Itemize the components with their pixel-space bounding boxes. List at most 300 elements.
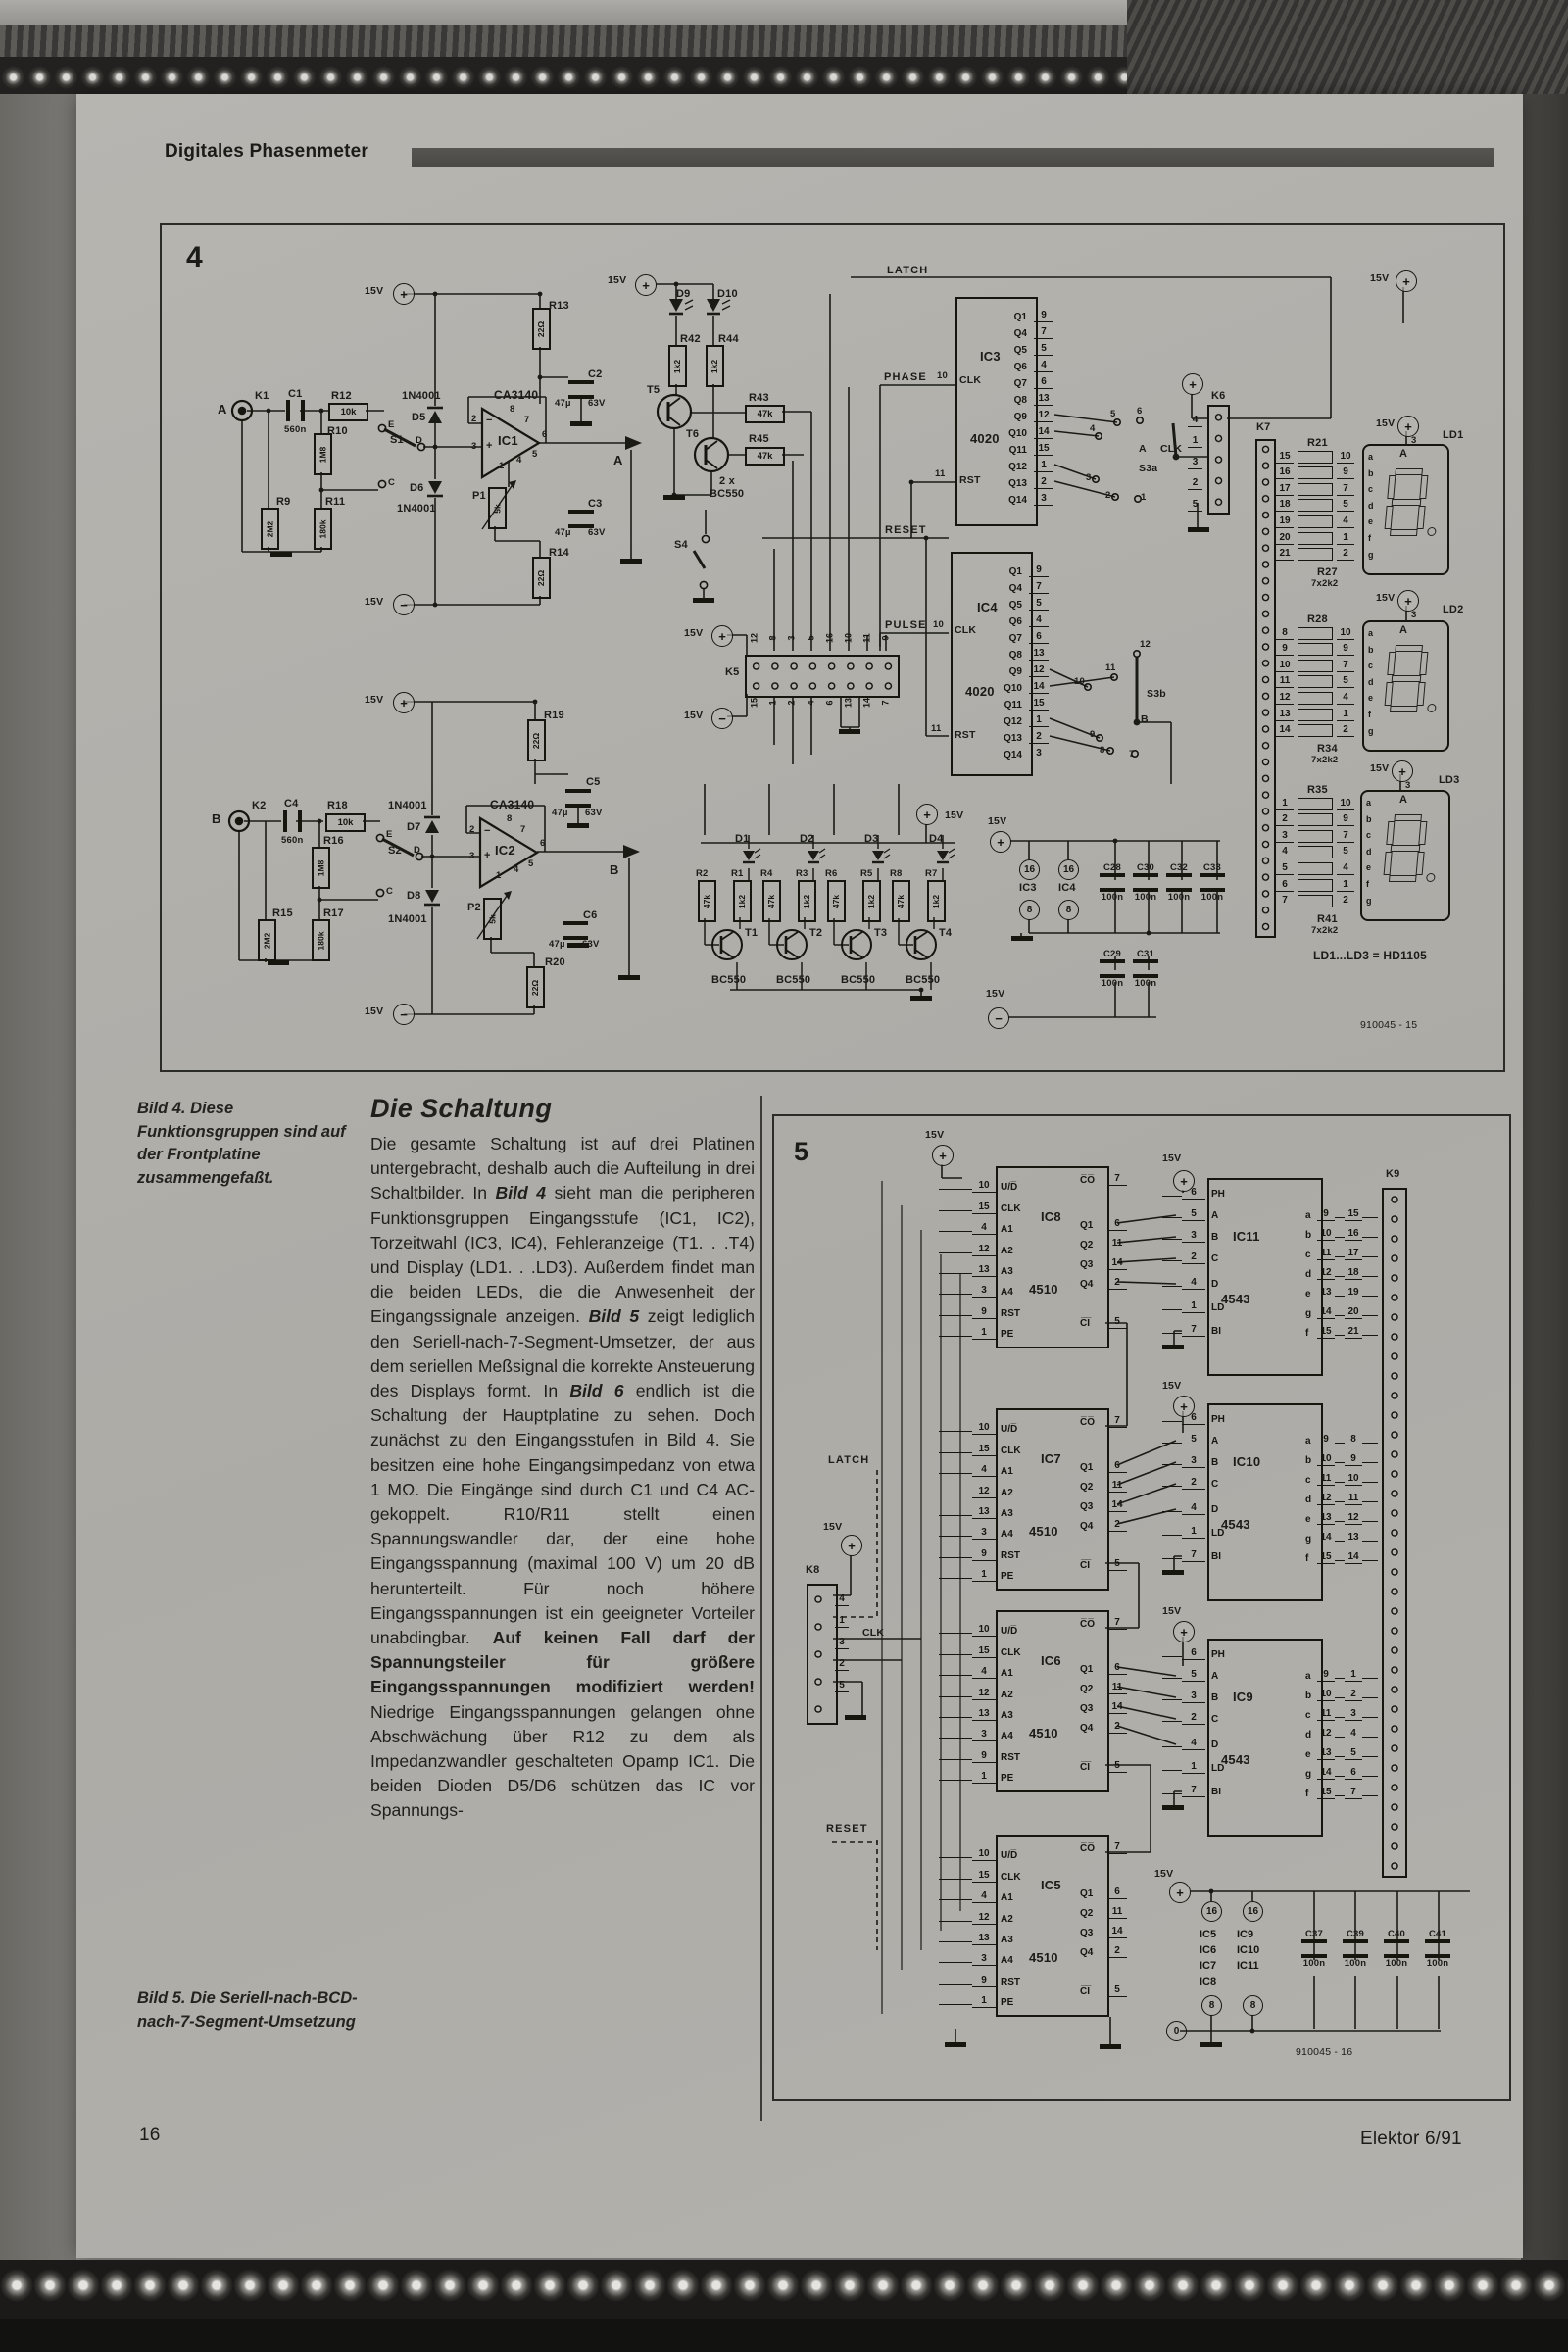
ic9-left-pins <box>1182 1642 1260 1809</box>
s3b-pos10: 10 <box>1074 676 1085 687</box>
article-segment: Die gesamte Schaltung ist auf drei Platinen untergebracht, deshalb auch die Aufteilung in drei Schaltbilder. In <box>370 1134 755 1203</box>
plus-supply-icon <box>916 804 938 825</box>
pin-name: A4 <box>1001 1529 1013 1541</box>
pin-name: Q3 <box>1080 1928 1094 1938</box>
wire-stub <box>1335 1696 1345 1698</box>
wire-stub <box>1335 1716 1345 1718</box>
p1-label: P1 <box>472 490 486 502</box>
r41-label: R41 <box>1317 913 1338 925</box>
pin-row <box>1080 1985 1127 1997</box>
k9-pin: 10 <box>1345 1474 1362 1486</box>
pin-number: 2 <box>1107 1722 1127 1734</box>
r20-label: R20 <box>545 956 565 968</box>
pin-name: D <box>1211 1279 1219 1290</box>
output-row <box>1305 1780 1378 1799</box>
q-pin: 6 <box>1034 377 1054 389</box>
r14-resistor <box>532 557 551 599</box>
s3a-pos5: 5 <box>1110 409 1116 419</box>
supply-15v: 15V <box>1154 1868 1174 1880</box>
display-pin: 1 <box>1337 533 1354 545</box>
wire-stub <box>1362 1461 1378 1463</box>
q-name: Q14 <box>1008 495 1027 506</box>
pin-name: A3 <box>1001 1934 1013 1945</box>
wire-stub <box>1362 1314 1378 1316</box>
pin-number: 3 <box>972 1954 996 1966</box>
q-pin: 3 <box>1034 494 1054 506</box>
pin-name: C̅O̅ <box>1080 1175 1095 1186</box>
ic3-vdd-pin <box>1019 859 1040 880</box>
page-number: 16 <box>139 2125 161 2145</box>
resistor-icon <box>1298 798 1333 810</box>
k7-pin: 19 <box>1276 516 1294 528</box>
cap-label: C37 <box>1304 1929 1324 1939</box>
ic1-plus: + <box>486 440 493 452</box>
q-pin: 6 <box>1029 632 1049 644</box>
k8-pin-row <box>835 1606 849 1628</box>
ic3-clk: CLK <box>959 374 982 386</box>
pin-number: 1 <box>1188 436 1202 448</box>
supply-15v: 15V <box>1162 1380 1182 1392</box>
ic-output-row <box>991 744 1049 760</box>
resistor-icon <box>1298 879 1333 892</box>
cap-unit <box>1133 862 1158 903</box>
k9-pin: 2 <box>1345 1690 1362 1701</box>
pin-name: U/D̅ <box>1001 1626 1018 1638</box>
r45-resistor <box>745 447 785 466</box>
r42-label: R42 <box>680 333 701 345</box>
p2-pot <box>483 898 502 940</box>
pin-name: PH <box>1211 1649 1225 1660</box>
latch-signal: LATCH <box>828 1454 870 1466</box>
pin-name: Q2 <box>1080 1240 1094 1250</box>
ic2-type: CA3140 <box>490 798 535 811</box>
c4-capacitor <box>283 810 302 832</box>
ic3-power-label: IC3 <box>1019 882 1037 894</box>
cap-icon <box>1425 1939 1450 1958</box>
k9-pin: 18 <box>1345 1268 1362 1280</box>
s1-contact-e: E <box>388 419 395 430</box>
pin-name: PE <box>1001 1773 1014 1785</box>
pin-name: C̅I̅ <box>1080 1762 1090 1773</box>
s2-contact-d: D <box>414 845 421 856</box>
output-row <box>1305 1201 1378 1221</box>
plus-supply-icon <box>1396 270 1417 292</box>
pin-name: Q3 <box>1080 1259 1094 1270</box>
ground-icon <box>1162 1805 1184 1810</box>
pin-row <box>1182 1231 1218 1243</box>
pin-name: CLK <box>1001 1871 1021 1883</box>
r43-value: 47k <box>757 409 773 419</box>
pin-number: 6 <box>1182 1413 1205 1425</box>
ic-output-row <box>996 339 1054 356</box>
pin-number: 12 <box>1317 1729 1335 1740</box>
pin-row <box>972 1414 1021 1435</box>
segment-letter: d <box>1368 500 1374 511</box>
output-row <box>1305 1505 1378 1525</box>
segment-letter: e <box>1305 1749 1311 1760</box>
ic5-left-pins <box>972 1840 1021 2008</box>
pin-number: 9 <box>1317 1670 1335 1682</box>
ic8-left-pins <box>972 1172 1021 1340</box>
wire-stub <box>1362 1216 1378 1218</box>
k9-pin: 6 <box>1345 1768 1362 1780</box>
pin-number: 4 <box>1182 1739 1205 1750</box>
plus-sign: + <box>1402 273 1410 289</box>
wire-stub <box>1335 1540 1345 1542</box>
s3b-pos7: 7 <box>1129 749 1135 760</box>
display-note: LD1...LD3 = HD1105 <box>1313 949 1427 962</box>
c4-label: C4 <box>284 798 299 809</box>
pin-number: 7 <box>1107 1416 1127 1428</box>
k9-pin: 12 <box>1345 1513 1362 1525</box>
pin-name: Q2 <box>1080 1684 1094 1694</box>
c2-voltage: 63V <box>588 398 606 409</box>
c5-label: C5 <box>586 776 601 788</box>
cap-label: C31 <box>1136 949 1155 959</box>
output-row <box>1305 1525 1378 1544</box>
pin-number: 9 <box>972 1549 996 1561</box>
pin-number: 14 <box>1107 1702 1127 1714</box>
cap-label: C29 <box>1102 949 1122 959</box>
latch-signal: LATCH <box>887 265 929 276</box>
r15-value: 2M2 <box>262 932 272 949</box>
k9-pin: 15 <box>1345 1209 1362 1221</box>
article-segment: Auf keinen Fall darf der Spannungsteiler für größere Eingangsspannungen modifiziert werden! <box>370 1628 755 1697</box>
display-pin: 7 <box>1337 831 1354 843</box>
pin-name: BI <box>1211 1787 1221 1797</box>
pin-number: 5 <box>1182 1435 1205 1446</box>
pin-number: 6 <box>1182 1188 1205 1200</box>
q-name: Q9 <box>1008 666 1022 677</box>
s2-contact-e: E <box>386 829 393 840</box>
q-name: Q8 <box>1013 395 1027 406</box>
pin-number: 6 <box>1107 1461 1127 1473</box>
wire-stub <box>1362 1500 1378 1502</box>
segment-letter: a <box>1368 452 1374 462</box>
k7-pin: 13 <box>1276 710 1294 721</box>
wire-stub <box>1335 1314 1345 1316</box>
display-pin: 5 <box>1337 847 1354 858</box>
pin8: 8 <box>1026 905 1033 915</box>
s2-contact-c: C <box>386 886 394 897</box>
pin-number: 2 <box>835 1659 849 1671</box>
k7-pin: 1 <box>1276 799 1294 810</box>
ground-icon <box>567 823 589 828</box>
segment-letter: g <box>1368 549 1374 560</box>
ic2-pin1: 1 <box>496 870 502 881</box>
ic-output-row <box>991 727 1049 744</box>
resistor-icon <box>1298 813 1333 826</box>
zero-volt-pin <box>1166 2021 1187 2041</box>
pin-name: C <box>1211 1253 1219 1264</box>
minus-supply-icon <box>711 708 733 729</box>
d7-label: D7 <box>407 821 421 833</box>
s3a-pos3: 3 <box>1086 472 1092 483</box>
pin-number: 11 <box>1107 1907 1127 1919</box>
ic1-pin2: 2 <box>471 414 477 424</box>
display-row <box>1276 794 1354 810</box>
pin-row <box>1080 1481 1127 1493</box>
pin-number: 13 <box>1317 1288 1335 1299</box>
resistor-icon <box>1298 466 1333 479</box>
pin-number: 12 <box>972 1487 996 1498</box>
pin-name: A <box>1211 1671 1219 1682</box>
display-row <box>1276 892 1354 908</box>
cap-value: 100n <box>1101 892 1124 903</box>
plus-sign: + <box>718 628 726 644</box>
minus-sign: − <box>995 1010 1003 1026</box>
wire-stub <box>1335 1775 1345 1777</box>
q-pin: 14 <box>1029 682 1049 694</box>
pin-number: 2 <box>1182 1478 1205 1490</box>
pin-row <box>1182 1503 1218 1515</box>
supply-15v: 15V <box>365 694 384 706</box>
pin-name: A <box>1211 1436 1219 1446</box>
display-row <box>1276 810 1354 827</box>
display-row <box>1276 640 1354 657</box>
ground-icon <box>845 1715 866 1720</box>
pin-row <box>1080 1317 1127 1329</box>
s3a-clk: CLK <box>1160 443 1183 455</box>
error-display-units <box>698 835 956 1000</box>
ic3-outputs <box>996 306 1054 506</box>
ic11-type: 4543 <box>1221 1292 1250 1306</box>
r43-resistor <box>745 405 785 423</box>
ic2-minus: − <box>484 825 491 837</box>
ic1-type: CA3140 <box>494 388 539 402</box>
display-row <box>1276 496 1354 513</box>
pin-row <box>972 1637 1021 1657</box>
pin-number: 14 <box>861 698 872 709</box>
pin-name: B <box>1211 1692 1219 1703</box>
r13-resistor <box>532 308 551 350</box>
wire-stub <box>1362 1295 1378 1297</box>
pin-number: 13 <box>1317 1513 1335 1525</box>
q-pin: 14 <box>1034 427 1054 439</box>
cap-unit <box>1299 1929 1329 1969</box>
ld2-seg-letters <box>1368 628 1374 742</box>
c5-voltage: 63V <box>585 808 603 818</box>
ic-ref: IC9 <box>1237 1929 1254 1940</box>
k6-pin-row <box>1176 406 1202 427</box>
pin-row <box>972 1840 1021 1861</box>
ic5-right-pins <box>1080 1840 1139 2007</box>
article-segment: Bild 4 <box>495 1183 547 1203</box>
pin-number: 4 <box>972 1891 996 1903</box>
q-name: Q6 <box>1008 616 1022 627</box>
pin-name: Q1 <box>1080 1664 1094 1675</box>
wire-stub <box>1335 1481 1345 1483</box>
plus-supply-icon <box>990 831 1011 853</box>
display-pin: 7 <box>1337 661 1354 672</box>
pin-name: D <box>1211 1504 1219 1515</box>
pin-number: 12 <box>749 633 760 644</box>
output-row <box>1305 1241 1378 1260</box>
display-row <box>1276 843 1354 859</box>
ld2-rows <box>1276 623 1354 737</box>
display-row <box>1276 623 1354 640</box>
ground-icon <box>620 559 642 564</box>
pin-number: 9 <box>972 1976 996 1987</box>
supply-15v: 15V <box>1162 1605 1182 1617</box>
cap-icon <box>1301 1939 1327 1958</box>
led-label: D2 <box>800 833 814 845</box>
ld1-display <box>1362 444 1449 575</box>
cap-value: 100n <box>1302 1958 1326 1969</box>
cap-label: C41 <box>1428 1929 1447 1939</box>
s3b-pos11: 11 <box>1105 662 1116 673</box>
plus-sign: + <box>400 286 408 302</box>
output-row <box>1305 1299 1378 1319</box>
wire-stub <box>1362 1716 1378 1718</box>
segment-letter: f <box>1368 532 1371 543</box>
segment-letter: d <box>1366 846 1372 857</box>
pin-row <box>1182 1188 1225 1200</box>
k7-pin: 16 <box>1276 467 1294 479</box>
display-row <box>1276 672 1354 689</box>
pin-number: 4 <box>1188 416 1202 427</box>
ic2-pin6: 6 <box>540 838 546 849</box>
pin-name: Q2 <box>1080 1482 1094 1493</box>
pin-number: 12 <box>1317 1494 1335 1505</box>
pin-row <box>972 1256 1021 1277</box>
segment-letter: g <box>1305 1534 1312 1544</box>
q-pin: 12 <box>1029 665 1049 677</box>
pin-number: 3 <box>835 1638 849 1649</box>
pin-number: 5 <box>1107 1317 1127 1329</box>
pin-name: A1 <box>1001 1892 1013 1904</box>
cap-value: 100n <box>1200 892 1224 903</box>
wire-stub <box>1362 1236 1378 1238</box>
rB-label: R7 <box>925 868 938 879</box>
output-b-label: B <box>610 862 619 877</box>
pin-row <box>972 1540 1021 1560</box>
pin-number: 1 <box>767 700 778 706</box>
display-pin: 9 <box>1337 814 1354 826</box>
resistor-icon <box>1298 862 1333 875</box>
d6-label: D6 <box>410 482 424 494</box>
minus-sign: − <box>718 710 726 726</box>
pin-row <box>972 1763 1021 1784</box>
wire-stub <box>1362 1442 1378 1444</box>
r19-label: R19 <box>544 710 564 721</box>
pin-row <box>1080 1416 1127 1428</box>
pin-name: CLK <box>1001 1646 1021 1658</box>
r13-label: R13 <box>549 300 569 312</box>
resistor-icon <box>1298 692 1333 705</box>
k6-pin-row <box>1176 490 1202 512</box>
r17-value: 180k <box>316 931 326 950</box>
r16-value: 1M8 <box>316 859 326 876</box>
pin-number: 2 <box>1107 1946 1127 1958</box>
s3a-channel: A <box>1139 443 1147 455</box>
resistor-icon <box>1298 830 1333 843</box>
pin-name: U/D̅ <box>1001 1850 1018 1862</box>
t6-label: T6 <box>686 428 700 440</box>
pin-row <box>1182 1252 1218 1264</box>
cap-value: 100n <box>1167 892 1191 903</box>
s3a-label: S3a <box>1139 463 1158 474</box>
pin-row <box>972 1435 1021 1455</box>
ground-icon <box>570 421 592 426</box>
article-heading: Die Schaltung <box>370 1094 553 1123</box>
pin-number: 3 <box>972 1286 996 1298</box>
pin-name: A1 <box>1001 1224 1013 1236</box>
plus-supply-icon <box>1397 590 1419 612</box>
k7-pin: 11 <box>1276 676 1294 688</box>
fig4-code: 910045 - 15 <box>1360 1019 1418 1031</box>
display-pin: 10 <box>1337 628 1354 640</box>
pin-name: PE <box>1001 1329 1014 1341</box>
r9-resistor <box>261 508 279 550</box>
ic1-pin3: 3 <box>471 441 477 452</box>
bc550-note2: BC550 <box>710 488 745 500</box>
pin-row <box>1182 1278 1218 1290</box>
pin-row <box>972 1658 1021 1679</box>
k8-clk-label: CLK <box>862 1627 885 1639</box>
pin-row <box>972 1193 1021 1213</box>
k9-pin: 5 <box>1345 1748 1362 1760</box>
k7-pin: 10 <box>1276 661 1294 672</box>
r10-resistor <box>314 433 332 475</box>
r27-label: R27 <box>1317 566 1338 578</box>
pin-number: 10 <box>972 1625 996 1637</box>
display-pin: 2 <box>1337 896 1354 907</box>
transistor-type: BC550 <box>906 974 941 986</box>
pin-number: 5 <box>1182 1209 1205 1221</box>
ground-icon <box>693 598 714 603</box>
segment-letter: f <box>1366 878 1369 889</box>
plus-sign: + <box>1180 1624 1188 1640</box>
pin-row <box>1182 1713 1218 1725</box>
p1-pot <box>488 487 507 529</box>
s3b-channel: B <box>1141 713 1149 725</box>
plus-supply-icon <box>1182 373 1203 395</box>
d8-label: D8 <box>407 890 421 902</box>
ic-ref: IC5 <box>1200 1929 1217 1940</box>
ld3-supply-pin: 3 <box>1405 780 1411 791</box>
ic-ref: IC11 <box>1237 1960 1259 1972</box>
c3-label: C3 <box>588 498 603 510</box>
plus-sign: + <box>1404 593 1412 609</box>
display-row <box>1276 721 1354 738</box>
transistor-label: T4 <box>939 927 953 939</box>
resistor-icon <box>1298 499 1333 512</box>
q-name: Q10 <box>1008 428 1027 439</box>
rB-resistor <box>862 880 881 922</box>
display-row <box>1276 447 1354 464</box>
display-pin: 10 <box>1337 452 1354 464</box>
connector-k2-label: K2 <box>252 800 267 811</box>
q-name: Q9 <box>1013 412 1027 422</box>
pin-number: 14 <box>1317 1307 1335 1319</box>
rB-label: R1 <box>731 868 744 879</box>
r15-resistor <box>258 919 276 961</box>
pin-row <box>1182 1648 1225 1660</box>
supply-15v: 15V <box>925 1129 945 1141</box>
q-pin: 12 <box>1034 411 1054 422</box>
transistor-type: BC550 <box>841 974 876 986</box>
segment-letter: e <box>1368 693 1374 704</box>
rB-resistor <box>733 880 752 922</box>
wire-stub <box>1362 1255 1378 1257</box>
pin-number: 9 <box>972 1307 996 1319</box>
pin-number: 1 <box>1182 1762 1205 1774</box>
ic-output-row <box>996 356 1054 372</box>
ic9-outputs <box>1305 1662 1378 1799</box>
ld3-label: LD3 <box>1439 774 1460 786</box>
minus-sign: − <box>400 597 408 612</box>
